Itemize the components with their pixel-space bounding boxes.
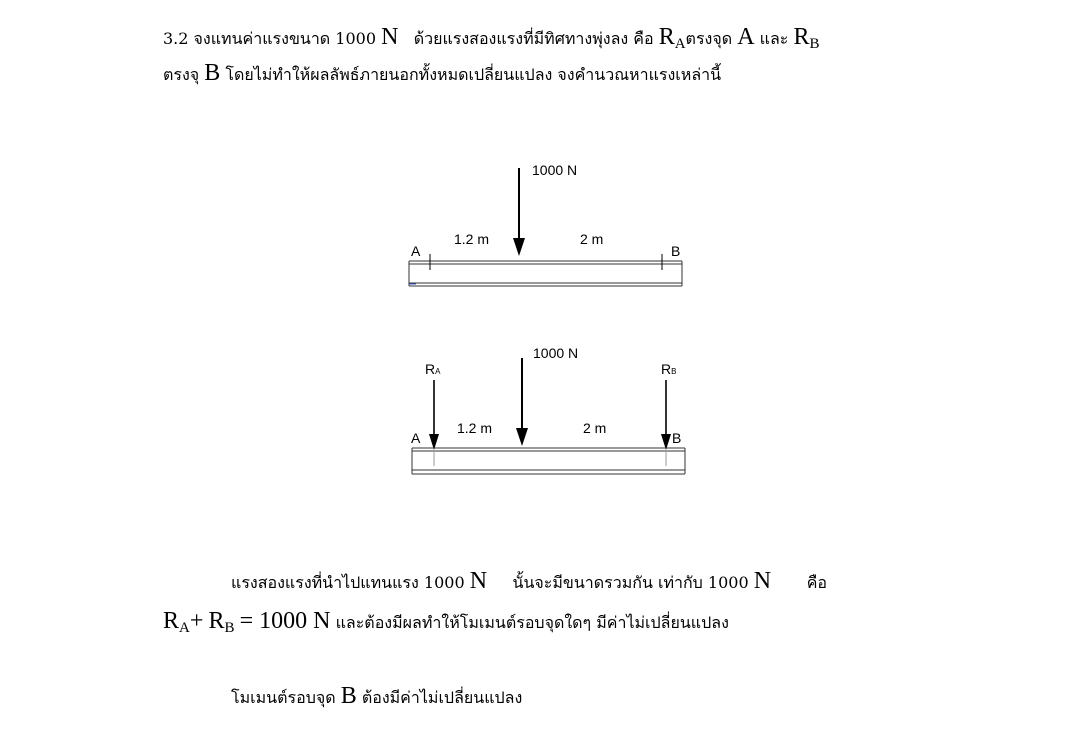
dist-left-label: 1.2 m (454, 231, 490, 247)
ra-label (425, 361, 440, 377)
dist-left-label: 1.2 m (457, 420, 493, 436)
problem-text: ด้วยแรงสองแรงที่มีทิศทางพุ่งลง คือ (413, 29, 654, 48)
problem-line-1 (163, 24, 819, 52)
ra-symbol: R (163, 608, 180, 634)
dist-right-label: 2 m (580, 231, 604, 247)
problem-text: ตรงจุ (163, 65, 200, 84)
point-a-label: A (411, 430, 421, 446)
load-arrow-head (516, 428, 528, 446)
force-value: 1000 (707, 573, 749, 592)
problem-line-2 (163, 60, 721, 88)
moment-line (231, 683, 522, 711)
beam-diagram-2-svg (398, 340, 698, 490)
force-value: 1000 (423, 573, 465, 592)
ra-symbol: R (658, 24, 675, 50)
rb-subscript: B (809, 36, 820, 52)
equation-line (163, 608, 729, 636)
point-b-label: B (340, 683, 357, 709)
plus-sign: + (189, 608, 204, 634)
problem-text: และ (759, 29, 789, 48)
unit-n: N (469, 568, 488, 594)
explanation-text: คือ (806, 573, 827, 592)
unit-n: N (381, 24, 399, 50)
rb-subscript: B (224, 620, 235, 636)
load-arrow-head (513, 238, 525, 256)
rb-label (661, 361, 676, 377)
beam-diagram-2 (398, 340, 698, 490)
problem-text: โดยไม่ทำให้ผลลัพธ์ภายนอกทั้งหมดเปลี่ยนแปลง จงคำนวณหาแรงเหล่านี้ (225, 65, 722, 84)
rb-symbol: R (661, 361, 672, 377)
load-label: 1000 N (533, 345, 579, 361)
ra-symbol: R (425, 361, 436, 377)
unit-n: N (753, 568, 772, 594)
dist-right-label: 2 m (583, 420, 607, 436)
explanation-text: ต้องมีค่าไม่เปลี่ยนแปลง (361, 688, 523, 707)
force-value: 1000 (335, 29, 376, 48)
problem-text: ตรงจุด (685, 29, 733, 48)
load-label: 1000 N (532, 162, 578, 178)
point-b-label: B (204, 60, 221, 86)
explanation-line-1 (231, 568, 827, 596)
equation-value: = 1000 N (239, 608, 331, 634)
explanation-text: และต้องมีผลทำให้โมเมนต์รอบจุดใดๆ มีค่าไม่เปลี่ยนแปลง (335, 613, 729, 632)
ra-subscript: A (674, 36, 686, 52)
point-b-label: B (672, 430, 682, 446)
point-a-label: A (411, 243, 421, 259)
explanation-text: นั้นจะมีขนาดรวมกัน เท่ากับ (512, 573, 703, 592)
ra-subscript: A (179, 620, 190, 636)
point-b-label: B (671, 243, 681, 259)
point-a-label: A (737, 24, 755, 50)
beam-diagram-1 (398, 150, 698, 320)
problem-text: จงแทนค่าแรงขนาด (193, 29, 331, 48)
ra-subscript: A (435, 367, 441, 376)
explanation-text: โมเมนต์รอบจุด (231, 688, 336, 707)
explanation-text: แรงสองแรงที่นำไปแทนแรง (231, 573, 419, 592)
problem-number: 3.2 (163, 29, 189, 48)
rb-symbol: R (208, 608, 225, 634)
rb-subscript: B (671, 367, 677, 376)
rb-symbol: R (793, 24, 810, 50)
